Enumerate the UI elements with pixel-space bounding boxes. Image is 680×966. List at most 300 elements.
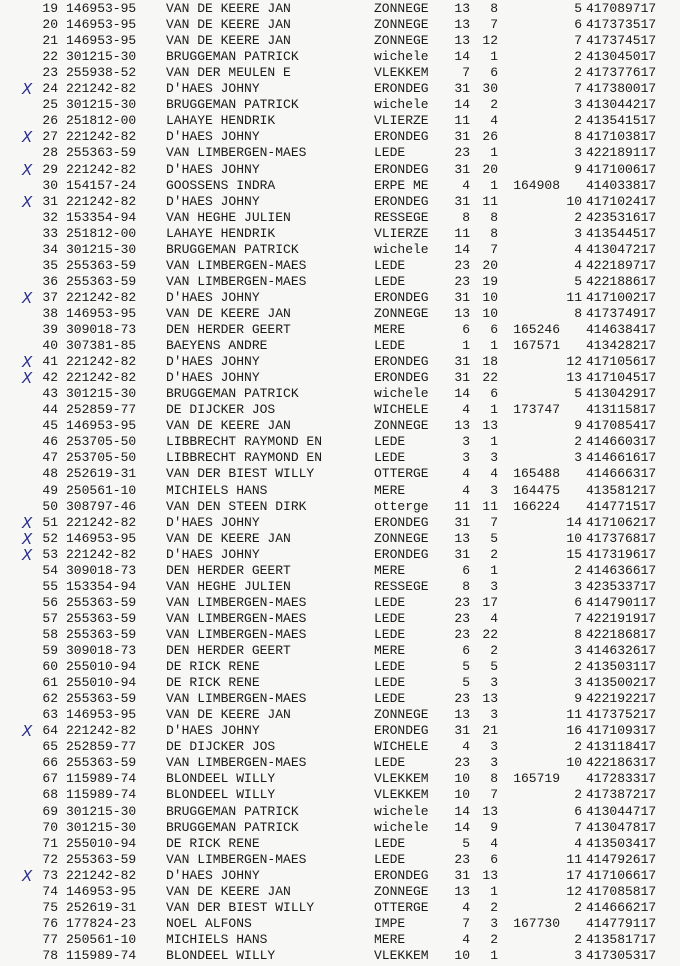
position-cell: 1 bbox=[490, 947, 498, 963]
name-cell: VAN DE KEERE JAN bbox=[166, 418, 291, 434]
position-cell: 5 bbox=[490, 659, 498, 675]
code-cell: 413115817 bbox=[586, 402, 657, 418]
rank-cell: 44 bbox=[42, 402, 58, 418]
position-cell: 4 bbox=[490, 610, 498, 626]
position-cell: 1 bbox=[490, 883, 498, 899]
order-cell: 2 bbox=[574, 931, 582, 947]
name-cell: D'HAES JOHNY bbox=[166, 81, 260, 97]
distance-cell: 164908 bbox=[513, 177, 560, 193]
rank-cell: 36 bbox=[42, 273, 58, 289]
position-cell: 5 bbox=[490, 530, 498, 546]
position-cell: 1 bbox=[490, 49, 498, 65]
name-cell: BRUGGEMAN PATRICK bbox=[166, 49, 299, 65]
license-cell: 308797-46 bbox=[66, 498, 137, 514]
rank-cell: 39 bbox=[42, 322, 58, 337]
table-row bbox=[0, 563, 680, 579]
position-cell: 1 bbox=[490, 562, 498, 578]
entered-cell: 31 bbox=[454, 514, 470, 530]
name-cell: DE DIJCKER JOS bbox=[166, 402, 276, 418]
table-row bbox=[0, 418, 680, 434]
name-cell: DE DIJCKER JOS bbox=[166, 739, 276, 755]
order-cell: 16 bbox=[566, 723, 582, 739]
name-cell: VAN DE KEERE JAN bbox=[166, 707, 291, 723]
position-cell: 1 bbox=[490, 338, 498, 354]
position-cell: 3 bbox=[490, 755, 498, 771]
name-cell: D'HAES JOHNY bbox=[166, 514, 260, 530]
name-cell: BRUGGEMAN PATRICK bbox=[166, 803, 299, 819]
city-cell: LEDE bbox=[374, 675, 406, 691]
name-cell: VAN LIMBERGEN-MAES bbox=[166, 626, 307, 642]
license-cell: 252619-31 bbox=[66, 466, 137, 482]
rank-cell: 47 bbox=[42, 450, 58, 466]
entered-cell: 31 bbox=[454, 546, 470, 562]
position-cell: 10 bbox=[482, 289, 498, 305]
city-cell: LEDE bbox=[374, 610, 406, 626]
order-cell: 7 bbox=[574, 610, 582, 626]
code-cell: 422189117 bbox=[586, 145, 657, 161]
license-cell: 255363-59 bbox=[66, 626, 137, 642]
code-cell: 414666317 bbox=[586, 466, 657, 482]
code-cell: 422189717 bbox=[586, 257, 657, 273]
table-row bbox=[0, 755, 680, 771]
code-cell: 413045017 bbox=[586, 49, 657, 65]
city-cell: OTTERGE bbox=[374, 466, 429, 482]
code-cell: 422191917 bbox=[586, 610, 657, 626]
order-cell: 11 bbox=[566, 289, 582, 305]
order-cell: 11 bbox=[566, 707, 582, 723]
order-cell: 10 bbox=[566, 755, 582, 771]
license-cell: 146953-95 bbox=[66, 418, 137, 434]
entered-cell: 23 bbox=[454, 851, 470, 867]
name-cell: VAN DER BIEST WILLY bbox=[166, 466, 315, 482]
position-cell: 12 bbox=[482, 33, 498, 49]
entered-cell: 14 bbox=[454, 386, 470, 402]
code-cell: 414632617 bbox=[586, 643, 657, 658]
entered-cell: 31 bbox=[454, 723, 470, 739]
name-cell: DEN HERDER GEERT bbox=[166, 643, 291, 658]
table-row bbox=[0, 723, 680, 739]
position-cell: 2 bbox=[490, 899, 498, 915]
license-cell: 177824-23 bbox=[66, 915, 137, 931]
code-cell: 414638417 bbox=[586, 322, 657, 337]
table-row bbox=[0, 370, 680, 386]
rank-cell: 41 bbox=[42, 354, 58, 370]
table-row bbox=[0, 675, 680, 691]
order-cell: 2 bbox=[574, 209, 582, 225]
table-row bbox=[0, 804, 680, 820]
city-cell: WICHELE bbox=[374, 739, 429, 755]
name-cell: LIBBRECHT RAYMOND EN bbox=[166, 434, 323, 450]
code-cell: 417374917 bbox=[586, 305, 657, 321]
name-cell: BLONDEEL WILLY bbox=[166, 787, 276, 803]
rank-cell: 48 bbox=[42, 466, 58, 482]
handwritten-check-mark: X bbox=[22, 160, 33, 179]
position-cell: 19 bbox=[482, 273, 498, 289]
name-cell: VAN LIMBERGEN-MAES bbox=[166, 594, 307, 610]
city-cell: ERONDEG bbox=[374, 867, 429, 883]
city-cell: otterge bbox=[374, 498, 429, 514]
table-row bbox=[0, 450, 680, 466]
code-cell: 422192217 bbox=[586, 691, 657, 707]
position-cell: 4 bbox=[490, 113, 498, 129]
license-cell: 255363-59 bbox=[66, 691, 137, 707]
name-cell: D'HAES JOHNY bbox=[166, 193, 260, 209]
table-row bbox=[0, 787, 680, 803]
city-cell: VLEKKEM bbox=[374, 947, 429, 963]
table-row bbox=[0, 129, 680, 145]
order-cell: 4 bbox=[574, 241, 582, 257]
position-cell: 2 bbox=[490, 931, 498, 947]
name-cell: LIBBRECHT RAYMOND EN bbox=[166, 450, 323, 466]
order-cell: 3 bbox=[574, 145, 582, 161]
city-cell: ERONDEG bbox=[374, 81, 429, 97]
position-cell: 22 bbox=[482, 626, 498, 642]
order-cell: 14 bbox=[566, 514, 582, 530]
city-cell: ERONDEG bbox=[374, 161, 429, 177]
rank-cell: 76 bbox=[42, 915, 58, 931]
table-row bbox=[0, 659, 680, 675]
table-row bbox=[0, 820, 680, 836]
rank-cell: 22 bbox=[42, 49, 58, 65]
license-cell: 146953-95 bbox=[66, 305, 137, 321]
name-cell: D'HAES JOHNY bbox=[166, 546, 260, 562]
name-cell: VAN LIMBERGEN-MAES bbox=[166, 610, 307, 626]
table-row bbox=[0, 354, 680, 370]
name-cell: VAN DE KEERE JAN bbox=[166, 530, 291, 546]
license-cell: 221242-82 bbox=[66, 514, 137, 530]
position-cell: 7 bbox=[490, 17, 498, 33]
city-cell: ZONNEGE bbox=[374, 883, 429, 899]
order-cell: 8 bbox=[574, 129, 582, 145]
position-cell: 8 bbox=[490, 771, 498, 787]
rank-cell: 43 bbox=[42, 386, 58, 402]
entered-cell: 31 bbox=[454, 193, 470, 209]
handwritten-check-mark: X bbox=[22, 545, 33, 564]
position-cell: 3 bbox=[490, 739, 498, 755]
city-cell: ERONDEG bbox=[374, 370, 429, 386]
entered-cell: 13 bbox=[454, 33, 470, 49]
table-row bbox=[0, 145, 680, 161]
table-row bbox=[0, 643, 680, 659]
code-cell: 417100217 bbox=[586, 289, 657, 305]
code-cell: 413042917 bbox=[586, 386, 657, 402]
license-cell: 255363-59 bbox=[66, 273, 137, 289]
license-cell: 255363-59 bbox=[66, 257, 137, 273]
table-row bbox=[0, 466, 680, 482]
license-cell: 146953-95 bbox=[66, 707, 137, 723]
rank-cell: 21 bbox=[42, 33, 58, 49]
table-row bbox=[0, 113, 680, 129]
entered-cell: 5 bbox=[462, 675, 470, 691]
city-cell: MERE bbox=[374, 322, 406, 337]
rank-cell: 52 bbox=[42, 530, 58, 546]
order-cell: 2 bbox=[574, 434, 582, 450]
table-row bbox=[0, 162, 680, 178]
table-row bbox=[0, 499, 680, 515]
entered-cell: 23 bbox=[454, 626, 470, 642]
code-cell: 413503417 bbox=[586, 835, 657, 851]
position-cell: 11 bbox=[482, 193, 498, 209]
position-cell: 9 bbox=[490, 819, 498, 835]
table-row bbox=[0, 932, 680, 948]
name-cell: D'HAES JOHNY bbox=[166, 289, 260, 305]
name-cell: BRUGGEMAN PATRICK bbox=[166, 819, 299, 835]
code-cell: 413581717 bbox=[586, 931, 657, 947]
entered-cell: 10 bbox=[454, 787, 470, 803]
position-cell: 7 bbox=[490, 241, 498, 257]
license-cell: 221242-82 bbox=[66, 81, 137, 97]
name-cell: VAN LIMBERGEN-MAES bbox=[166, 691, 307, 707]
position-cell: 13 bbox=[482, 691, 498, 707]
name-cell: VAN DE KEERE JAN bbox=[166, 305, 291, 321]
rank-cell: 19 bbox=[42, 1, 58, 16]
name-cell: VAN DE KEERE JAN bbox=[166, 17, 291, 33]
city-cell: ERONDEG bbox=[374, 289, 429, 305]
code-cell: 413044217 bbox=[586, 97, 657, 113]
name-cell: VAN DE KEERE JAN bbox=[166, 1, 291, 16]
rank-cell: 46 bbox=[42, 434, 58, 450]
license-cell: 255363-59 bbox=[66, 755, 137, 771]
position-cell: 7 bbox=[490, 514, 498, 530]
license-cell: 221242-82 bbox=[66, 129, 137, 145]
position-cell: 7 bbox=[490, 787, 498, 803]
entered-cell: 14 bbox=[454, 803, 470, 819]
code-cell: 417374517 bbox=[586, 33, 657, 49]
city-cell: ZONNEGE bbox=[374, 707, 429, 723]
distance-cell: 167571 bbox=[513, 338, 560, 354]
city-cell: ZONNEGE bbox=[374, 17, 429, 33]
name-cell: LAHAYE HENDRIK bbox=[166, 225, 276, 241]
name-cell: VAN LIMBERGEN-MAES bbox=[166, 755, 307, 771]
city-cell: wichele bbox=[374, 819, 429, 835]
rank-cell: 24 bbox=[42, 81, 58, 97]
handwritten-check-mark: X bbox=[22, 128, 33, 147]
entered-cell: 4 bbox=[462, 482, 470, 498]
name-cell: VAN DEN STEEN DIRK bbox=[166, 498, 307, 514]
entered-cell: 6 bbox=[462, 562, 470, 578]
rank-cell: 40 bbox=[42, 338, 58, 354]
name-cell: VAN HEGHE JULIEN bbox=[166, 578, 291, 594]
entered-cell: 31 bbox=[454, 161, 470, 177]
code-cell: 414033817 bbox=[586, 177, 657, 193]
license-cell: 255363-59 bbox=[66, 851, 137, 867]
handwritten-check-mark: X bbox=[22, 369, 33, 388]
position-cell: 2 bbox=[490, 97, 498, 113]
order-cell: 2 bbox=[574, 113, 582, 129]
license-cell: 250561-10 bbox=[66, 482, 137, 498]
name-cell: LAHAYE HENDRIK bbox=[166, 113, 276, 129]
code-cell: 417377617 bbox=[586, 65, 657, 81]
city-cell: VLEKKEM bbox=[374, 65, 429, 81]
table-row bbox=[0, 338, 680, 354]
city-cell: LEDE bbox=[374, 434, 406, 450]
city-cell: RESSEGE bbox=[374, 578, 429, 594]
position-cell: 13 bbox=[482, 803, 498, 819]
order-cell: 10 bbox=[566, 193, 582, 209]
city-cell: ZONNEGE bbox=[374, 1, 429, 16]
rank-cell: 70 bbox=[42, 819, 58, 835]
city-cell: ERPE ME bbox=[374, 177, 429, 193]
order-cell: 3 bbox=[574, 97, 582, 113]
order-cell: 2 bbox=[574, 899, 582, 915]
code-cell: 417380017 bbox=[586, 81, 657, 97]
distance-cell: 165719 bbox=[513, 771, 560, 787]
name-cell: VAN LIMBERGEN-MAES bbox=[166, 145, 307, 161]
entered-cell: 7 bbox=[462, 915, 470, 931]
table-row bbox=[0, 916, 680, 932]
order-cell: 8 bbox=[574, 305, 582, 321]
name-cell: VAN DER BIEST WILLY bbox=[166, 899, 315, 915]
order-cell: 17 bbox=[566, 867, 582, 883]
name-cell: VAN DE KEERE JAN bbox=[166, 883, 291, 899]
position-cell: 13 bbox=[482, 418, 498, 434]
license-cell: 307381-85 bbox=[66, 338, 137, 354]
rank-cell: 66 bbox=[42, 755, 58, 771]
code-cell: 413544517 bbox=[586, 225, 657, 241]
rank-cell: 62 bbox=[42, 691, 58, 707]
code-cell: 413500217 bbox=[586, 675, 657, 691]
rank-cell: 71 bbox=[42, 835, 58, 851]
rank-cell: 33 bbox=[42, 225, 58, 241]
table-row bbox=[0, 81, 680, 97]
license-cell: 154157-24 bbox=[66, 177, 137, 193]
entered-cell: 31 bbox=[454, 129, 470, 145]
rank-cell: 64 bbox=[42, 723, 58, 739]
name-cell: BLONDEEL WILLY bbox=[166, 947, 276, 963]
city-cell: VLEKKEM bbox=[374, 787, 429, 803]
rank-cell: 60 bbox=[42, 659, 58, 675]
order-cell: 2 bbox=[574, 49, 582, 65]
position-cell: 6 bbox=[490, 851, 498, 867]
license-cell: 301215-30 bbox=[66, 241, 137, 257]
table-row bbox=[0, 242, 680, 258]
license-cell: 255363-59 bbox=[66, 610, 137, 626]
rank-cell: 45 bbox=[42, 418, 58, 434]
table-row bbox=[0, 900, 680, 916]
name-cell: D'HAES JOHNY bbox=[166, 867, 260, 883]
position-cell: 20 bbox=[482, 161, 498, 177]
code-cell: 413503117 bbox=[586, 659, 657, 675]
city-cell: wichele bbox=[374, 49, 429, 65]
table-row bbox=[0, 531, 680, 547]
order-cell: 6 bbox=[574, 803, 582, 819]
rank-cell: 51 bbox=[42, 514, 58, 530]
entered-cell: 11 bbox=[454, 113, 470, 129]
rank-cell: 28 bbox=[42, 145, 58, 161]
entered-cell: 6 bbox=[462, 322, 470, 337]
order-cell: 6 bbox=[574, 17, 582, 33]
city-cell: ERONDEG bbox=[374, 129, 429, 145]
position-cell: 2 bbox=[490, 643, 498, 658]
city-cell: ERONDEG bbox=[374, 354, 429, 370]
city-cell: WICHELE bbox=[374, 402, 429, 418]
rank-cell: 58 bbox=[42, 626, 58, 642]
license-cell: 146953-95 bbox=[66, 17, 137, 33]
license-cell: 253705-50 bbox=[66, 450, 137, 466]
table-row bbox=[0, 33, 680, 49]
rank-cell: 27 bbox=[42, 129, 58, 145]
entered-cell: 31 bbox=[454, 354, 470, 370]
license-cell: 252619-31 bbox=[66, 899, 137, 915]
handwritten-check-mark: X bbox=[22, 722, 33, 741]
license-cell: 255010-94 bbox=[66, 675, 137, 691]
rank-cell: 37 bbox=[42, 289, 58, 305]
rank-cell: 57 bbox=[42, 610, 58, 626]
entered-cell: 8 bbox=[462, 209, 470, 225]
entered-cell: 23 bbox=[454, 257, 470, 273]
order-cell: 3 bbox=[574, 643, 582, 658]
table-row bbox=[0, 948, 680, 964]
handwritten-check-mark: X bbox=[22, 353, 33, 372]
order-cell: 2 bbox=[574, 739, 582, 755]
code-cell: 417103817 bbox=[586, 129, 657, 145]
table-row bbox=[0, 290, 680, 306]
order-cell: 12 bbox=[566, 883, 582, 899]
city-cell: wichele bbox=[374, 803, 429, 819]
rank-cell: 68 bbox=[42, 787, 58, 803]
code-cell: 417375217 bbox=[586, 707, 657, 723]
rank-cell: 54 bbox=[42, 562, 58, 578]
code-cell: 414660317 bbox=[586, 434, 657, 450]
license-cell: 250561-10 bbox=[66, 931, 137, 947]
license-cell: 255010-94 bbox=[66, 659, 137, 675]
license-cell: 255363-59 bbox=[66, 145, 137, 161]
code-cell: 413581217 bbox=[586, 482, 657, 498]
distance-cell: 173747 bbox=[513, 402, 560, 418]
table-row bbox=[0, 97, 680, 113]
rank-cell: 53 bbox=[42, 546, 58, 562]
handwritten-check-mark: X bbox=[22, 288, 33, 307]
rank-cell: 49 bbox=[42, 482, 58, 498]
entered-cell: 23 bbox=[454, 273, 470, 289]
rank-cell: 56 bbox=[42, 594, 58, 610]
name-cell: VAN HEGHE JULIEN bbox=[166, 209, 291, 225]
city-cell: LEDE bbox=[374, 851, 406, 867]
city-cell: VLEKKEM bbox=[374, 771, 429, 787]
order-cell: 13 bbox=[566, 370, 582, 386]
name-cell: MICHIELS HANS bbox=[166, 482, 268, 498]
entered-cell: 6 bbox=[462, 643, 470, 658]
order-cell: 7 bbox=[574, 81, 582, 97]
city-cell: LEDE bbox=[374, 273, 406, 289]
position-cell: 18 bbox=[482, 354, 498, 370]
handwritten-check-mark: X bbox=[22, 866, 33, 885]
handwritten-check-mark: X bbox=[22, 192, 33, 211]
name-cell: BAEYENS ANDRE bbox=[166, 338, 268, 354]
city-cell: LEDE bbox=[374, 691, 406, 707]
city-cell: LEDE bbox=[374, 257, 406, 273]
position-cell: 3 bbox=[490, 482, 498, 498]
name-cell: BLONDEEL WILLY bbox=[166, 771, 276, 787]
rank-cell: 73 bbox=[42, 867, 58, 883]
code-cell: 413047217 bbox=[586, 241, 657, 257]
distance-cell: 166224 bbox=[513, 498, 560, 514]
order-cell: 9 bbox=[574, 161, 582, 177]
license-cell: 251812-00 bbox=[66, 225, 137, 241]
entered-cell: 8 bbox=[462, 578, 470, 594]
code-cell: 417106617 bbox=[586, 867, 657, 883]
position-cell: 8 bbox=[490, 1, 498, 16]
name-cell: BRUGGEMAN PATRICK bbox=[166, 97, 299, 113]
table-row bbox=[0, 771, 680, 787]
position-cell: 1 bbox=[490, 145, 498, 161]
license-cell: 253705-50 bbox=[66, 434, 137, 450]
name-cell: NOEL ALFONS bbox=[166, 915, 252, 931]
city-cell: ZONNEGE bbox=[374, 418, 429, 434]
code-cell: 417283317 bbox=[586, 771, 657, 787]
city-cell: ZONNEGE bbox=[374, 33, 429, 49]
code-cell: 413047817 bbox=[586, 819, 657, 835]
